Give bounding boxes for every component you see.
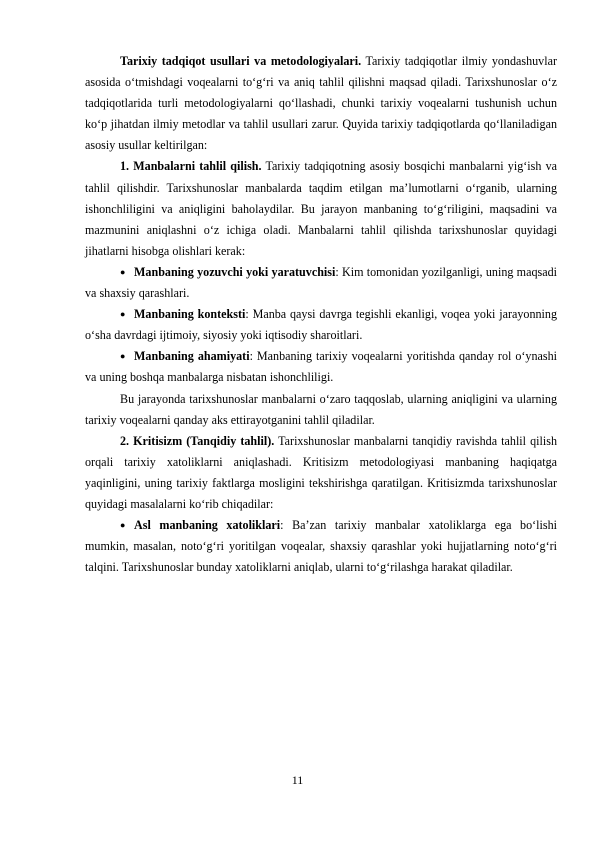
list-item [85, 262, 557, 304]
section1-closing: Bu jarayonda tarixshunoslar manbalarni o‘zaro taqqoslab, ularning aniqligini va ularning tarixiy voqealarni qanday aks ettirayotganini tahlil qiladilar. [85, 391, 557, 427]
intro-text: Tarixiy tadqiqotlar ilmiy yondashuvlar asosida o‘tmishdagi voqealarni to‘g‘ri va aniq tahlil qilishni maqsad qiladi. Tarixshunoslar o‘z tadqiqotlarida turli metodologiyalarni qo‘llashadi, chunki tarixiy voqealarni tushunish uchun ko‘p jihatdan ilmiy metodlar va tahlil usullari zarur. Quyida tarixiy tadqiqotlarda qo‘llaniladigan asosiy usullar keltirilgan: [85, 54, 557, 153]
bullet-term: Asl manbaning xatoliklari [134, 518, 281, 533]
list-item [85, 346, 557, 388]
bullet-icon: ● [120, 266, 126, 277]
section1-paragraph [85, 156, 557, 261]
section2-heading: 2. Kritisizm (Tanqidiy tahlil). [120, 433, 275, 448]
bullet-text: : Manbaning tarixiy voqealarni yoritishda qanday rol o‘ynashi va uning boshqa manbalarga nisbatan ishonchliligi. [85, 349, 558, 385]
bullet-text: : Manba qaysi davrga tegishli ekanligi, voqea yoki jarayonning o‘sha davrdagi ijtimoiy, siyosiy yoki iqtisodiy sharoitlari. [85, 307, 557, 343]
section1-text: Tarixiy tadqiqotning asosiy bosqichi manbalarni yig‘ish va tahlil qilishdir. Tarixshunoslar manbalarda taqdim etilgan ma’lumotlarni o‘rganib, ularning ishonchliligini va aniqligini baholaydilar. Bu jarayon manbaning to‘g‘riligini, maqsadini va mazmunini aniqlashni o‘z ichiga oladi. Manbalarni tahlil qilishda tarixshunoslar quyidagi jihatlarni hisobga olishlari kerak: [85, 159, 557, 258]
intro-paragraph [85, 51, 557, 156]
document-body [85, 51, 557, 578]
bullet-term: Manbaning ahamiyati [134, 349, 250, 364]
bullet-term: Manbaning konteksti [134, 307, 246, 322]
page-number: 11 [291, 773, 304, 787]
list-item [85, 515, 557, 578]
bullet-icon: ● [120, 351, 126, 362]
section2-text: Tarixshunoslar manbalarni tanqidiy ravishda tahlil qilish orqali tarixiy xatoliklarni aniqlashadi. Kritisizm metodologiyasi manbaning haqiqatga yaqinligini, uning tarixiy faktlarga mosligini tekshirishga qaratilgan. Kritisizmda tarixshunoslar quyidagi masalalarni ko‘rib chiqadilar: [85, 433, 557, 511]
bullet-text: : Ba’zan tarixiy manbalar xatoliklarga ega bo‘lishi mumkin, masalan, noto‘g‘ri yoritilgan voqealar, shaxsiy qarashlar yoki hujjatlarning noto‘g‘ri talqini. Tarixshunoslar bunday xatoliklarni aniqlab, ularni to‘g‘rilashga harakat qiladilar. [85, 518, 557, 575]
bullet-icon: ● [120, 520, 126, 531]
bullet-text: : Kim tomonidan yozilganligi, uning maqsadi va shaxsiy qarashlari. [85, 264, 557, 301]
section1-heading: 1. Manbalarni tahlil qilish. [120, 159, 262, 174]
intro-heading: Tarixiy tadqiqot usullari va metodologiyalari. [120, 54, 362, 68]
list-item [85, 304, 557, 346]
bullet-icon: ● [120, 309, 126, 320]
section2-paragraph [85, 431, 557, 515]
bullet-term: Manbaning yozuvchi yoki yaratuvchisi [134, 264, 336, 279]
